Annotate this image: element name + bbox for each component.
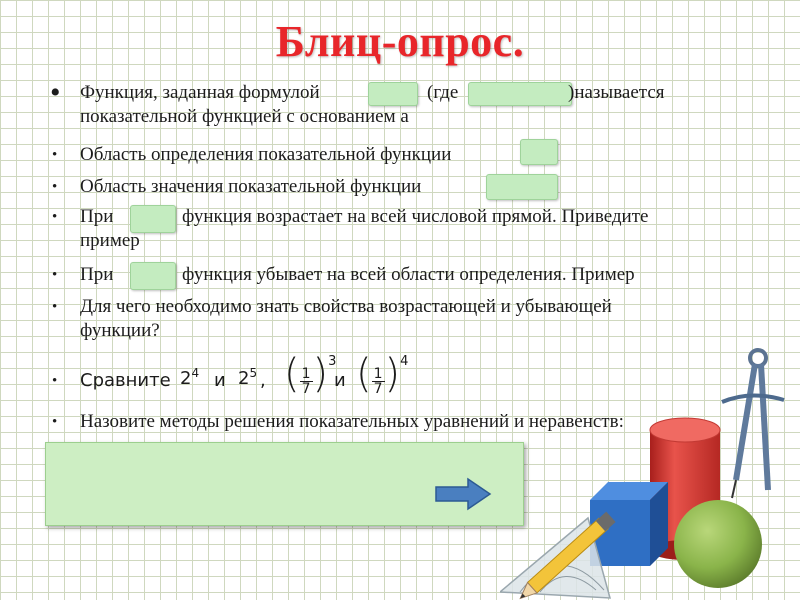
compare-comma: , (260, 370, 266, 391)
q3-text: Область значения показательной функции (80, 176, 422, 197)
bullet: • (52, 209, 58, 225)
answer-blank-domain[interactable] (520, 139, 558, 165)
q5-text-b: функция убывает на всей области определения. Пример (182, 264, 635, 285)
q6-text-a: Для чего необходимо знать свойства возрастающей и убывающей (80, 296, 612, 317)
answer-blank-condition[interactable] (468, 82, 572, 106)
q4-text-c: пример (80, 230, 140, 251)
compare-power-1: $2^4$ (180, 366, 200, 389)
bullet: • (52, 179, 58, 195)
compare-fraction-power-1: ( $\frac{1}{7}$ )$^3$ (284, 351, 337, 397)
geometry-illustration (500, 340, 800, 600)
q4-text-a: При (80, 206, 114, 227)
q8-text: Назовите методы решения показательных уравнений и неравенств: (80, 411, 624, 432)
q1-text-b: (где (427, 82, 459, 103)
q4-text-b: функция возрастает на всей числовой прямой. Приведите (182, 206, 649, 227)
answer-blank-increasing[interactable] (130, 205, 176, 233)
bullet: • (52, 414, 58, 430)
answer-blank-decreasing[interactable] (130, 262, 176, 290)
compare-power-2: $2^5$ (238, 366, 258, 389)
q2-text: Область определения показательной функции (80, 144, 452, 165)
q1-text-c: )называется (568, 82, 665, 103)
bullet: • (52, 299, 58, 315)
bullet: • (50, 76, 61, 109)
q6-text-b: функции? (80, 320, 160, 341)
q1-text-d: показательной функцией с основанием а (80, 106, 409, 127)
compare-fraction-power-2: ( $\frac{1}{7}$ )$^4$ (356, 351, 409, 397)
compare-conj-2: и (334, 370, 346, 391)
slide-title: Блиц-опрос. (275, 17, 525, 66)
q5-text-a: При (80, 264, 114, 285)
answer-blank-formula[interactable] (368, 82, 418, 106)
q1-text-a: Функция, заданная формулой (80, 82, 320, 103)
compare-conj-1: и (214, 370, 226, 391)
sphere-icon (674, 500, 762, 588)
bullet: • (52, 147, 58, 163)
compare-label: Сравните (80, 370, 171, 391)
arrow-right-icon[interactable] (434, 477, 492, 511)
bullet: • (52, 373, 58, 389)
answer-blank-range[interactable] (486, 174, 558, 200)
answer-panel[interactable] (45, 442, 524, 526)
compass-icon (722, 350, 784, 498)
bullet: • (52, 267, 58, 283)
